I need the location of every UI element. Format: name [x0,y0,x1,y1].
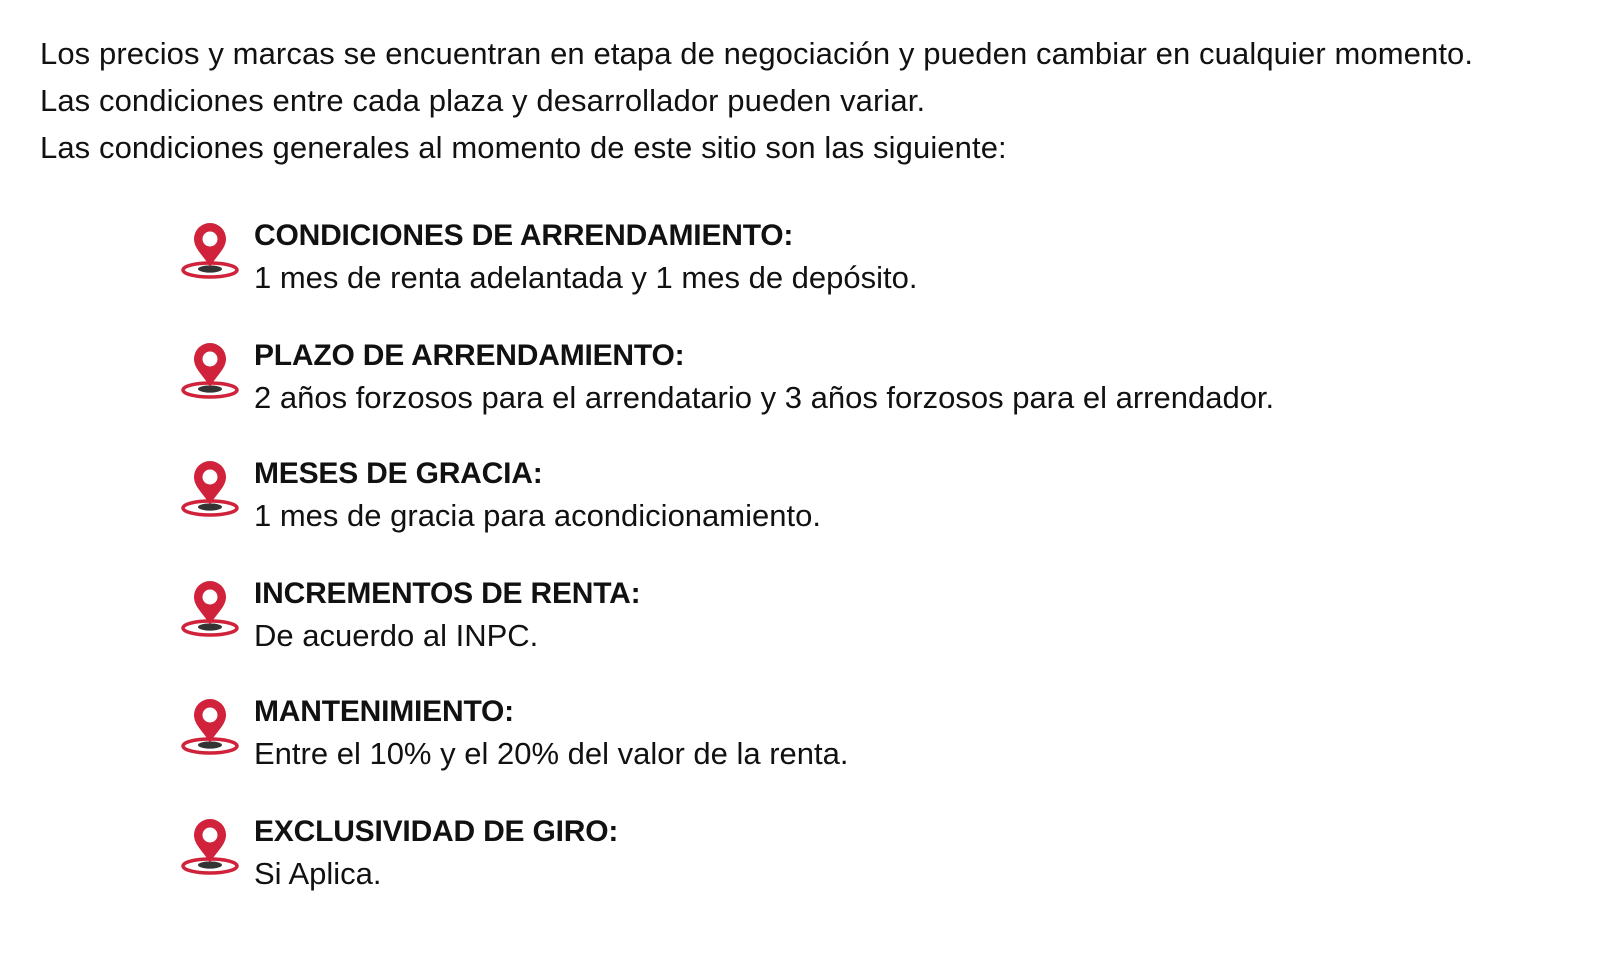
condition-title: EXCLUSIVIDAD DE GIRO: [254,815,619,848]
intro-line: Los precios y marcas se encuentran en etapa de negociación y pueden cambiar en cualquier momento. [40,36,1474,71]
condition-text: Si Aplica. [254,856,382,891]
condition-text: Entre el 10% y el 20% del valor de la renta. [254,736,849,771]
condition-title: MESES DE GRACIA: [254,457,543,490]
condition-item-gracia [180,450,1580,550]
condition-item-mantenimiento [180,688,1580,788]
condition-title: PLAZO DE ARRENDAMIENTO: [254,339,685,372]
map-pin-icon [180,342,240,404]
condition-item-incrementos [180,570,1580,670]
map-pin-icon [180,698,240,760]
condition-item-plazo [180,332,1580,432]
condition-item-arrendamiento [180,212,1580,312]
map-pin-icon [180,580,240,642]
condition-item-exclusividad [180,808,1580,908]
intro-line: Las condiciones entre cada plaza y desarrollador pueden variar. [40,83,926,118]
condition-text: 1 mes de gracia para acondicionamiento. [254,498,821,533]
map-pin-icon [180,818,240,880]
map-pin-icon [180,460,240,522]
intro-line: Las condiciones generales al momento de este sitio son las siguiente: [40,130,1007,165]
intro-text [40,30,1590,171]
condition-title: MANTENIMIENTO: [254,695,514,728]
condition-text: 1 mes de renta adelantada y 1 mes de depósito. [254,260,918,295]
map-pin-icon [180,222,240,284]
condition-title: INCREMENTOS DE RENTA: [254,577,641,610]
condition-text: 2 años forzosos para el arrendatario y 3 años forzosos para el arrendador. [254,380,1275,415]
condition-title: CONDICIONES DE ARRENDAMIENTO: [254,219,794,252]
condition-text: De acuerdo al INPC. [254,618,539,653]
